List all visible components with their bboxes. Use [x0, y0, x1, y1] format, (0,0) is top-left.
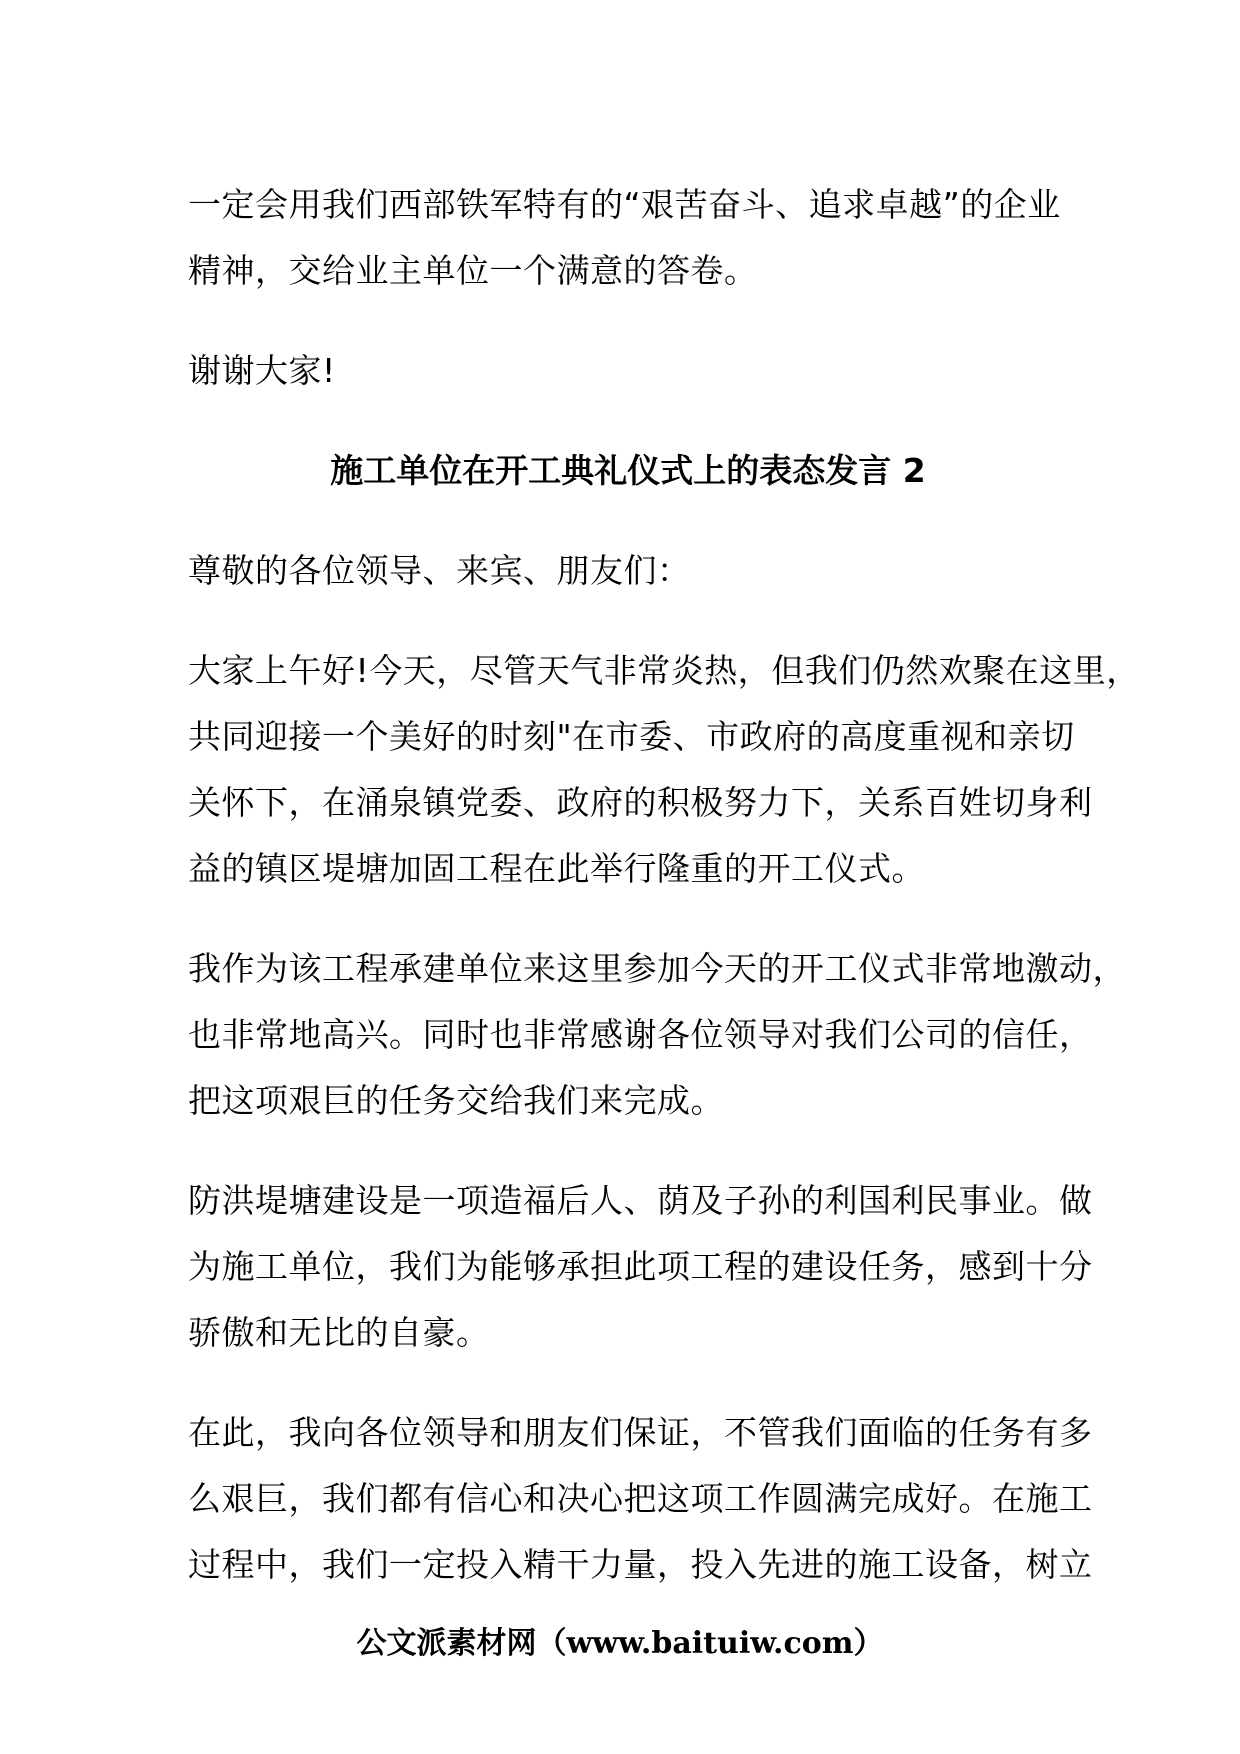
paragraph-significance	[188, 1168, 1093, 1366]
text-line: 在此，我向各位领导和朋友们保证，不管我们面临的任务有多	[188, 1413, 1093, 1452]
text-line: 我作为该工程承建单位来这里参加今天的开工仪式非常地激动，	[188, 949, 1126, 988]
text-line: 尊敬的各位领导、来宾、朋友们：	[188, 551, 691, 590]
text-line: 关怀下，在涌泉镇党委、政府的积极努力下，关系百姓切身利	[188, 783, 1093, 822]
text-line: 为施工单位，我们为能够承担此项工程的建设任务，感到十分	[188, 1247, 1093, 1286]
section-title: 施工单位在开工典礼仪式上的表态发言 2	[330, 451, 926, 490]
text-line: 益的镇区堤塘加固工程在此举行隆重的开工仪式。	[188, 849, 925, 888]
text-line: 把这项艰巨的任务交给我们来完成。	[188, 1081, 724, 1120]
text-line: 过程中，我们一定投入精干力量，投入先进的施工设备，树立	[188, 1545, 1093, 1584]
text-line: 防洪堤塘建设是一项造福后人、荫及子孙的利国利民事业。做	[188, 1181, 1093, 1220]
text-line: 共同迎接一个美好的时刻"在市委、市政府的高度重视和亲切	[188, 717, 1075, 756]
paragraph-gratitude	[188, 936, 1126, 1134]
paragraph-salutation	[188, 538, 1068, 604]
text-line: 精神，交给业主单位一个满意的答卷。	[188, 251, 758, 290]
text-line: 大家上午好!今天，尽管天气非常炎热，但我们仍然欢聚在这里，	[188, 651, 1140, 690]
text-line: 么艰巨，我们都有信心和决心把这项工作圆满完成好。在施工	[188, 1479, 1093, 1518]
footer-source: 公文派素材网（www.baituiw.com）	[356, 1626, 884, 1661]
text-line: 也非常地高兴。同时也非常感谢各位领导对我们公司的信任，	[188, 1015, 1093, 1054]
paragraph-closing-commitment	[188, 172, 1068, 304]
paragraph-pledge	[188, 1400, 1093, 1598]
text-line: 骄傲和无比的自豪。	[188, 1313, 490, 1352]
text-line: 谢谢大家!	[188, 351, 336, 390]
paragraph-thanks	[188, 338, 1068, 404]
text-line: 一定会用我们西部铁军特有的“艰苦奋斗、追求卓越”的企业	[188, 185, 1061, 224]
document-body	[188, 172, 1140, 1632]
paragraph-greeting	[188, 638, 1140, 902]
